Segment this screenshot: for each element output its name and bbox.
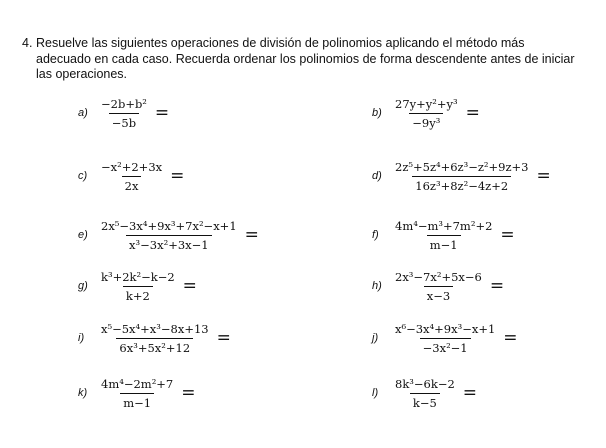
equals-sign: = xyxy=(216,328,231,348)
numerator: 2z⁵+5z⁴+6z³−z²+9z+3 xyxy=(395,159,529,174)
denominator: −5b xyxy=(109,113,139,130)
numerator: 8k³−6k−2 xyxy=(395,376,455,391)
denominator: m−1 xyxy=(427,235,461,252)
numerator: 27y+y²+y³ xyxy=(395,96,458,111)
denominator: x³−3x²+3x−1 xyxy=(126,235,212,252)
exercise-item-b xyxy=(372,91,480,135)
numerator: k³+2k²−k−2 xyxy=(101,269,175,284)
denominator: 2x xyxy=(122,176,142,193)
numerator: 2x⁵−3x⁴+9x³+7x²−x+1 xyxy=(101,218,237,233)
numerator: x⁶−3x⁴+9x³−x+1 xyxy=(395,321,496,336)
exercise-item-i xyxy=(78,316,231,360)
item-label: a) xyxy=(78,107,88,119)
exercise-item-k xyxy=(78,371,196,415)
item-label: i) xyxy=(78,332,85,344)
denominator: 16z³+8z²−4z+2 xyxy=(412,176,511,193)
item-label: f) xyxy=(372,229,379,241)
numerator: −2b+b² xyxy=(101,96,147,111)
fraction xyxy=(392,219,495,252)
item-label: k) xyxy=(78,387,88,399)
item-label: g) xyxy=(78,280,88,292)
fraction xyxy=(98,270,178,303)
exercise-number: 4. xyxy=(22,36,33,50)
equals-sign: = xyxy=(170,166,185,186)
equals-sign: = xyxy=(244,225,259,245)
exercise-item-a xyxy=(78,91,169,135)
numerator: 4m⁴−m³+7m²+2 xyxy=(395,218,493,233)
exercise-item-h xyxy=(372,264,504,308)
exercise-item-l xyxy=(372,371,477,415)
fraction xyxy=(98,219,240,252)
fraction xyxy=(392,97,461,130)
item-label: d) xyxy=(372,170,382,182)
numerator: 2x³−7x²+5x−6 xyxy=(395,269,482,284)
fraction xyxy=(98,160,165,193)
equals-sign: = xyxy=(500,225,515,245)
equals-sign: = xyxy=(465,103,480,123)
equals-sign: = xyxy=(503,328,518,348)
equals-sign: = xyxy=(489,276,505,296)
numerator: 4m⁴−2m²+7 xyxy=(101,376,174,391)
item-label: e) xyxy=(78,229,88,241)
fraction xyxy=(392,322,498,355)
exercise-item-g xyxy=(78,264,197,308)
exercise-item-d xyxy=(372,154,551,198)
denominator: 6x³+5x²+12 xyxy=(116,338,193,355)
exercise-item-j xyxy=(372,316,518,360)
numerator: x⁵−5x⁴+x³−8x+13 xyxy=(101,321,209,336)
exercise-item-f xyxy=(372,213,515,257)
denominator: x−3 xyxy=(424,286,453,303)
exercise-statement xyxy=(22,36,582,83)
equals-sign: = xyxy=(536,166,551,186)
fraction xyxy=(392,270,485,303)
fraction xyxy=(98,97,150,130)
item-label: h) xyxy=(372,280,382,292)
denominator: m−1 xyxy=(120,393,154,410)
exercise-item-c xyxy=(78,154,184,198)
exercise-item-e xyxy=(78,213,259,257)
equals-sign: = xyxy=(462,383,478,403)
item-label: l) xyxy=(372,387,379,399)
fraction xyxy=(392,377,458,410)
fraction xyxy=(392,160,532,193)
item-label: j) xyxy=(372,332,379,344)
denominator: −3x²−1 xyxy=(420,338,471,355)
fraction xyxy=(98,377,176,410)
denominator: k−5 xyxy=(410,393,440,410)
equals-sign: = xyxy=(181,383,196,403)
fraction xyxy=(98,322,212,355)
item-label: b) xyxy=(372,107,382,119)
item-label: c) xyxy=(78,170,88,182)
equals-sign: = xyxy=(182,276,197,296)
equals-sign: = xyxy=(154,103,170,123)
exercise-text: Resuelve las siguientes operaciones de división de polinomios aplicando el método más adecuado en cada caso. Recuerda ordenar los polinomios de forma descendente antes de iniciar las operaciones. xyxy=(36,36,575,81)
numerator: −x²+2+3x xyxy=(101,159,163,174)
denominator: −9y³ xyxy=(409,113,443,130)
denominator: k+2 xyxy=(123,286,153,303)
